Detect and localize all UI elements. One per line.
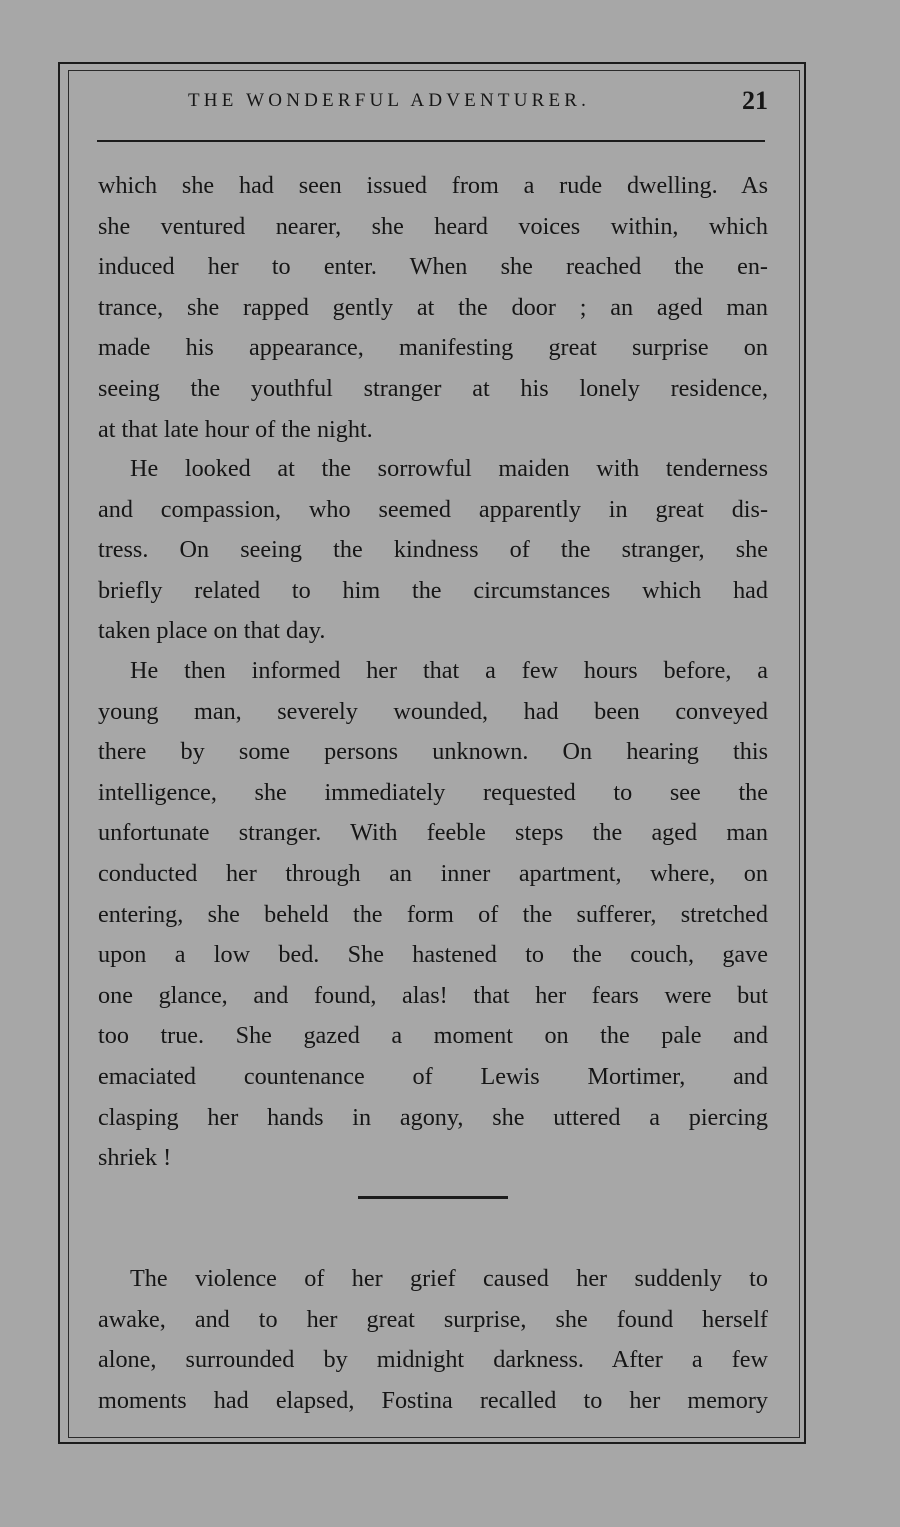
paragraph-1 (98, 166, 768, 450)
text-line: He looked at the sorrowful maiden with tenderness (130, 455, 768, 482)
text-line: induced her to enter. When she reached the en- (98, 253, 768, 281)
text-line: unfortunate stranger. With feeble steps the aged man (98, 819, 768, 847)
text-line: The violence of her grief caused her suddenly to (130, 1265, 768, 1292)
text-line: He then informed her that a few hours before, a (130, 657, 768, 684)
text-line: moments had elapsed, Fostina recalled to her memory (98, 1386, 768, 1414)
header-rule (97, 140, 765, 142)
text-line: which she had seen issued from a rude dwelling. As (98, 172, 768, 199)
text-line: conducted her through an inner apartment, where, on (98, 859, 768, 887)
text-line: at that late hour of the night. (98, 415, 373, 443)
text-line: she ventured nearer, she heard voices within, which (98, 212, 768, 240)
text-line: upon a low bed. She hastened to the couch, gave (98, 941, 768, 969)
text-line: emaciated countenance of Lewis Mortimer, and (98, 1062, 768, 1090)
text-line: and compassion, who seemed apparently in great dis- (98, 495, 768, 523)
text-line: too true. She gazed a moment on the pale and (98, 1022, 768, 1050)
text-line: entering, she beheld the form of the sufferer, stretched (98, 900, 768, 928)
page-number: 21 (742, 86, 768, 115)
text-line: shriek ! (98, 1144, 172, 1172)
text-line: tress. On seeing the kindness of the stranger, she (98, 536, 768, 564)
page-header (100, 88, 768, 120)
text-line: awake, and to her great surprise, she found herself (98, 1305, 768, 1333)
text-line: young man, severely wounded, had been conveyed (98, 697, 768, 725)
text-line: taken place on that day. (98, 617, 326, 645)
text-line: intelligence, she immediately requested to see the (98, 778, 768, 806)
text-line: briefly related to him the circumstances which had (98, 576, 768, 604)
text-line: made his appearance, manifesting great surprise on (98, 334, 768, 362)
text-line: alone, surrounded by midnight darkness. After a few (98, 1346, 768, 1374)
paragraph-4 (98, 1259, 768, 1421)
text-line: one glance, and found, alas! that her fears were but (98, 981, 768, 1009)
text-line: there by some persons unknown. On hearing this (98, 738, 768, 766)
text-line: trance, she rapped gently at the door ; an aged man (98, 293, 768, 321)
text-line: clasping her hands in agony, she uttered a piercing (98, 1103, 768, 1131)
section-divider (358, 1196, 508, 1199)
running-title: THE WONDERFUL ADVENTURER. (188, 90, 591, 111)
text-line: seeing the youthful stranger at his lonely residence, (98, 374, 768, 402)
paragraph-2 (98, 449, 768, 652)
paragraph-3 (98, 651, 768, 1179)
